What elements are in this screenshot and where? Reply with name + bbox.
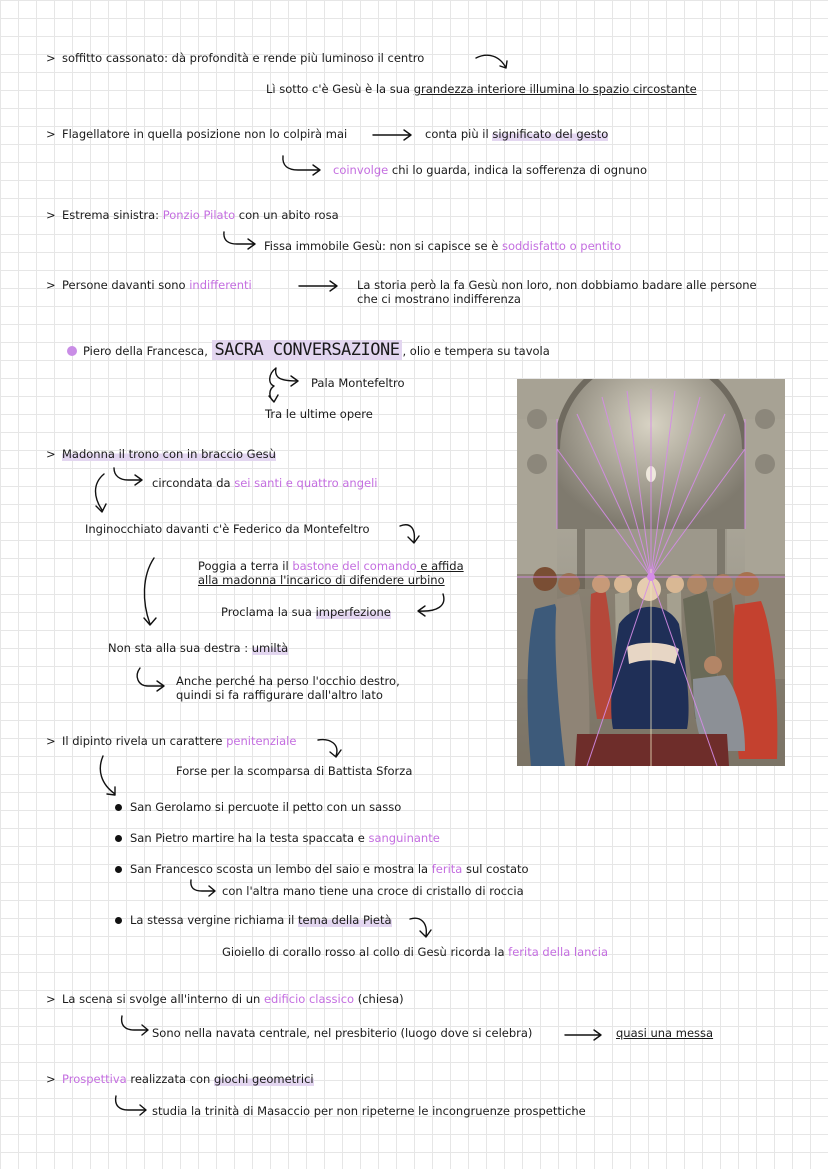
list-bullet (115, 866, 122, 873)
list-item-gerolamo: San Gerolamo si percuote il petto con un sasso (130, 800, 402, 814)
note-baton-line1 (198, 559, 464, 573)
note-text: soffitto cassonato: dà profondità e rende più luminoso il centro (62, 51, 425, 65)
bullet-marker: > (46, 127, 56, 141)
accent-text: sanguinante (368, 831, 440, 845)
painting-image (517, 379, 785, 766)
note-crystal-cross: con l'altra mano tiene una croce di cristallo di roccia (222, 884, 524, 898)
accent-text: coinvolge (333, 163, 389, 177)
highlighted-text: giochi geometrici (213, 1072, 314, 1086)
note-masaccio: studia la trinità di Masaccio per non ripeterne le incongruenze prospettiche (152, 1104, 586, 1118)
note-painting-title (83, 339, 550, 362)
accent-text: indifferenti (189, 278, 252, 292)
note-text: circondata da (152, 476, 235, 490)
curved-arrow-icon (132, 666, 172, 694)
note-pilate (62, 208, 339, 222)
note-penitential (62, 734, 296, 748)
note-flagellator: Flagellatore in quella posizione non lo colpirà mai (62, 127, 348, 141)
highlighted-text: Madonna il trono con in braccio Gesù (62, 447, 276, 461)
arrow-right-icon (371, 128, 415, 142)
note-text: Poggia a terra il (198, 559, 293, 573)
note-text: La stessa vergine richiama il (130, 913, 299, 927)
curved-arrow-icon (95, 754, 125, 800)
note-text: con un abito rosa (235, 208, 339, 222)
painting-illustration (517, 379, 785, 766)
underlined-text: grandezza interiore illumina lo spazio circostante (413, 82, 697, 96)
note-ceiling (62, 51, 424, 65)
underlined-text: alla madonna l'incarico di difendere urbino (198, 573, 445, 587)
note-history-line2: che ci mostrano indifferenza (357, 292, 521, 306)
bullet-marker: > (46, 51, 56, 65)
accent-text: bastone del comando (292, 559, 417, 573)
highlighted-text: significato del gesto (492, 127, 609, 141)
note-imperfection (221, 605, 391, 619)
arrow-right-icon (297, 279, 341, 293)
note-madonna (62, 447, 276, 461)
note-text: Gioiello di corallo rosso al collo di Gesù ricorda la (222, 945, 509, 959)
list-item-virgin (130, 913, 392, 927)
accent-text: ferita (431, 862, 463, 876)
purple-dot-icon (67, 346, 77, 356)
curved-arrow-icon (188, 878, 220, 900)
branch-arrows-icon (88, 466, 148, 518)
bullet-marker: > (46, 278, 56, 292)
list-item-francesco (130, 862, 529, 876)
accent-text: ferita della lancia (508, 945, 608, 959)
note-perspective (62, 1072, 314, 1086)
note-mass (616, 1026, 713, 1040)
note-eye-line1: Anche perché ha perso l'occhio destro, (176, 674, 400, 688)
list-item-pietro (130, 831, 440, 845)
note-pilate-stare (264, 239, 621, 253)
note-text: sul costato (462, 862, 529, 876)
note-indifferent (62, 278, 252, 292)
note-surrounded (152, 476, 377, 490)
note-federico: Inginocchiato davanti c'è Federico da Montefeltro (85, 522, 370, 536)
accent-text: soddisfatto o pentito (502, 239, 622, 253)
arrow-right-icon (563, 1028, 607, 1042)
note-eye-line2: quindi si fa raffigurare dall'altro lato (176, 688, 383, 702)
list-bullet (115, 804, 122, 811)
note-pala: Pala Montefeltro (311, 376, 405, 390)
underlined-text: e affida (416, 559, 464, 573)
underlined-text: quasi una messa (616, 1026, 714, 1040)
note-text: Proclama la sua (221, 605, 316, 619)
note-involves (333, 163, 647, 177)
bullet-marker: > (46, 1072, 56, 1086)
accent-text: penitenziale (226, 734, 297, 748)
bullet-marker: > (46, 992, 56, 1006)
note-jesus-light (266, 82, 697, 96)
note-last-works: Tra le ultime opere (265, 407, 373, 421)
note-text: Non sta alla sua destra : (108, 641, 252, 655)
note-text: (chiesa) (354, 992, 404, 1006)
accent-text: edificio classico (263, 992, 355, 1006)
double-curved-arrow-icon (266, 366, 306, 406)
note-text: , olio e tempera su tavola (402, 344, 550, 358)
bullet-marker: > (46, 734, 56, 748)
curved-arrow-icon (280, 154, 326, 178)
curved-arrow-icon (221, 230, 261, 252)
note-text: San Francesco scosta un lembo del saio e mostra la (130, 862, 432, 876)
note-text: Persone davanti sono (62, 278, 190, 292)
highlighted-text: imperfezione (315, 605, 391, 619)
list-bullet (115, 917, 122, 924)
highlighted-text: tema della Pietà (298, 913, 392, 927)
note-sforza: Forse per la scomparsa di Battista Sforza (176, 764, 413, 778)
accent-text: sei santi e quattro angeli (234, 476, 378, 490)
highlighted-text: umiltà (251, 641, 289, 655)
arrow-icon (398, 520, 428, 550)
accent-text: Ponzio Pilato (162, 208, 236, 222)
note-text: San Pietro martire ha la testa spaccata e (130, 831, 369, 845)
curved-arrow-icon (112, 1094, 152, 1120)
painting-title: SACRA CONVERSAZIONE (212, 340, 403, 360)
note-coral (222, 945, 608, 959)
accent-text: Prospettiva (62, 1072, 127, 1086)
note-nave: Sono nella navata centrale, nel presbiterio (luogo dove si celebra) (152, 1026, 533, 1040)
note-humility (108, 641, 288, 655)
note-history-line1: La storia però la fa Gesù non loro, non dobbiamo badare alle persone (357, 278, 757, 292)
arrow-icon (408, 914, 438, 942)
note-text: realizzata con (126, 1072, 214, 1086)
arrow-left-icon (413, 592, 449, 618)
arrow-icon (316, 736, 348, 762)
note-text: chi lo guarda, indica la sofferenza di ognuno (388, 163, 647, 177)
bullet-marker: > (46, 208, 56, 222)
long-curved-arrow-icon (140, 556, 170, 630)
curved-arrow-icon (118, 1014, 154, 1040)
note-text: Il dipinto rivela un carattere (62, 734, 227, 748)
note-text: Piero della Francesca, (83, 344, 212, 358)
note-classic-building (62, 992, 404, 1006)
note-text: Lì sotto c'è Gesù è la sua (266, 82, 414, 96)
note-text: La scena si svolge all'interno di un (62, 992, 264, 1006)
list-bullet (115, 835, 122, 842)
note-text: Fissa immobile Gesù: non si capisce se è (264, 239, 502, 253)
bullet-marker: > (46, 447, 56, 461)
note-baton-line2 (198, 573, 445, 587)
note-text: Estrema sinistra: (62, 208, 163, 222)
arrow-icon (474, 52, 514, 76)
note-gesture (425, 127, 608, 141)
note-text: conta più il (425, 127, 493, 141)
